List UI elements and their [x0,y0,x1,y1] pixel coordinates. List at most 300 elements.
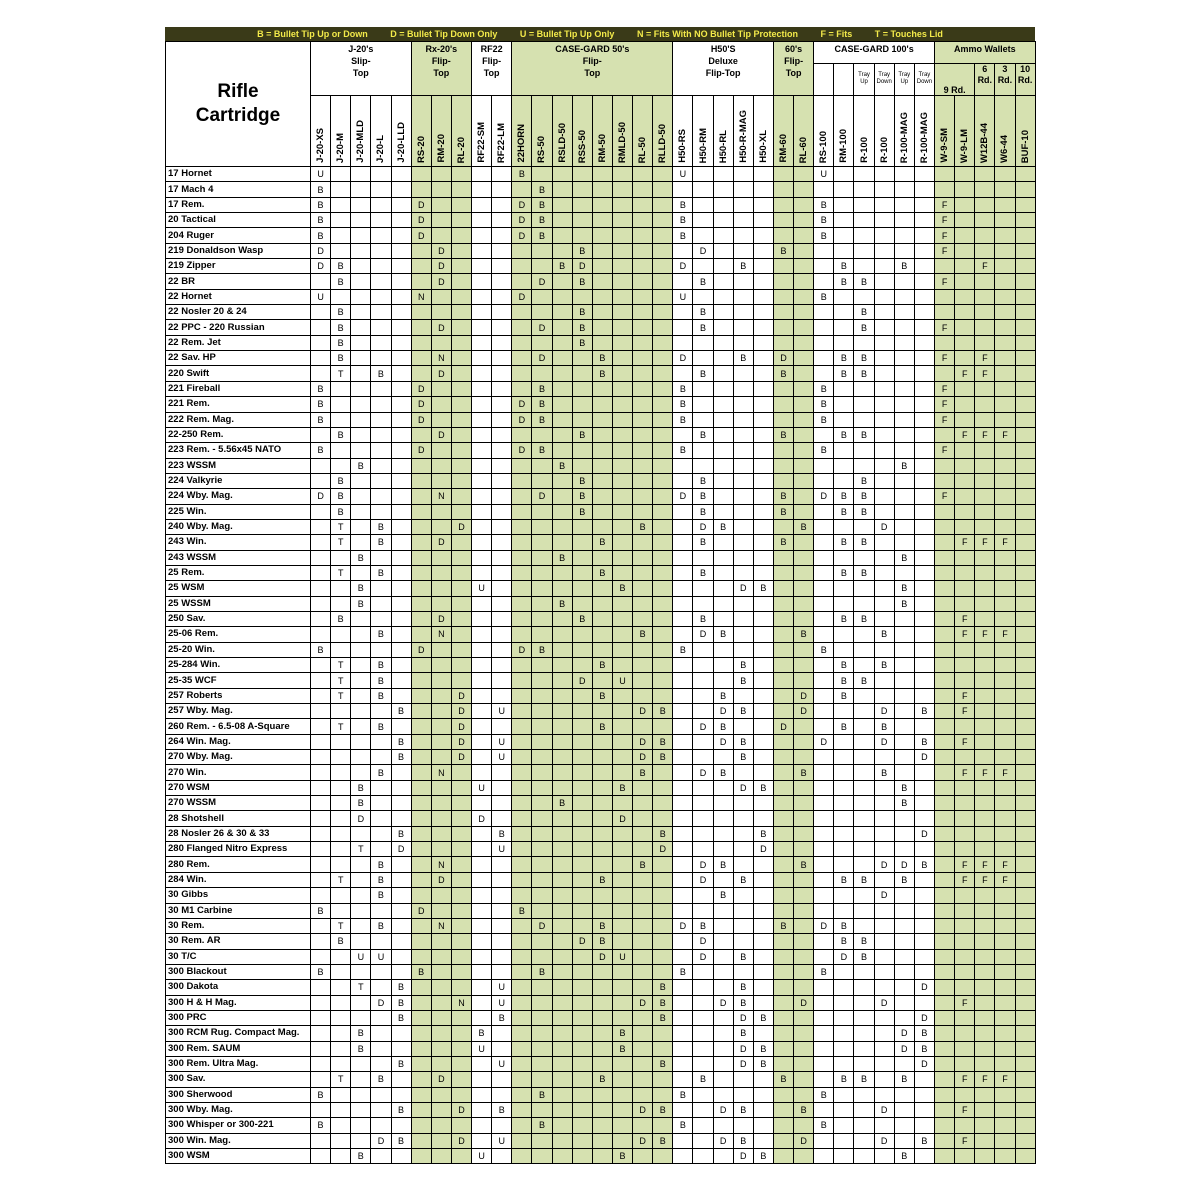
fit-cell [431,964,451,979]
fit-cell [311,305,331,320]
fit-cell: F [935,243,955,258]
fit-cell [794,550,814,565]
fit-cell [391,473,411,488]
fit-cell: D [633,750,653,765]
fit-cell [451,167,471,182]
cartridge-name: 300 Sherwood [166,1087,311,1102]
fit-cell: F [935,397,955,412]
fit-cell [472,1072,492,1087]
fit-cell [914,796,934,811]
fit-cell: D [572,673,592,688]
fit-cell [773,381,793,396]
fit-cell [713,918,733,933]
fit-cell [431,642,451,657]
fit-cell [975,1149,995,1164]
fit-cell [532,550,552,565]
fit-cell [975,320,995,335]
fit-cell [492,320,512,335]
fit-cell [995,197,1015,212]
fit-cell [492,412,512,427]
column-header [753,96,773,167]
column-header-label: RLLD-50 [657,123,669,163]
cartridge-name: 30 Rem. [166,918,311,933]
fit-cell [512,565,532,580]
fit-cell [834,627,854,642]
fit-cell [955,780,975,795]
fit-cell [572,197,592,212]
fit-cell [411,519,431,534]
fit-cell [472,412,492,427]
fit-cell: D [512,213,532,228]
fit-cell [532,780,552,795]
cartridge-name: 30 Gibbs [166,888,311,903]
fit-cell [894,688,914,703]
fit-cell [894,197,914,212]
fit-cell: B [572,243,592,258]
fit-cell [773,550,793,565]
fit-cell: B [693,565,713,580]
fit-cell [914,182,934,197]
fit-cell [391,857,411,872]
fit-cell: D [693,857,713,872]
cartridge-name: 22 PPC - 220 Russian [166,320,311,335]
fit-cell [975,826,995,841]
fit-cell [431,1133,451,1148]
fit-cell: B [633,627,653,642]
fit-cell [773,980,793,995]
fit-cell: B [391,750,411,765]
fit-cell [532,535,552,550]
fit-cell: B [512,903,532,918]
fit-cell [914,381,934,396]
fit-cell [995,1149,1015,1164]
fit-cell [371,197,391,212]
fit-cell [512,980,532,995]
fit-cell [914,397,934,412]
fit-cell [713,243,733,258]
fit-cell [371,458,391,473]
fit-cell [512,719,532,734]
fit-cell [472,167,492,182]
fit-cell [532,796,552,811]
fit-cell [673,719,693,734]
fit-cell [834,1041,854,1056]
fit-cell [794,826,814,841]
fit-cell: D [753,842,773,857]
cartridge-table [165,41,1036,1164]
fit-cell: B [371,872,391,887]
fit-cell [773,995,793,1010]
fit-cell [975,842,995,857]
fit-cell [935,704,955,719]
fit-cell: F [935,228,955,243]
fit-cell [472,427,492,442]
fit-cell [612,473,632,488]
fit-cell [794,243,814,258]
fit-cell [311,627,331,642]
fit-cell [753,596,773,611]
fit-cell [955,1149,975,1164]
table-row [166,611,1036,626]
fit-cell: D [512,289,532,304]
fit-cell [391,335,411,350]
fit-cell: B [311,1087,331,1102]
fit-cell: D [914,826,934,841]
fit-cell [512,780,532,795]
fit-cell [472,995,492,1010]
fit-cell [472,857,492,872]
fit-cell: N [431,627,451,642]
fit-cell [713,581,733,596]
fit-cell: D [894,1026,914,1041]
column-header-label: J-20-LLD [395,122,407,163]
fit-cell: B [733,750,753,765]
fit-cell: D [411,397,431,412]
fit-cell [311,1041,331,1056]
fit-cell [311,704,331,719]
fit-cell [854,550,874,565]
fit-cell [612,381,632,396]
fit-cell: D [451,734,471,749]
fit-cell [331,412,351,427]
fit-cell [411,673,431,688]
fit-cell [874,274,894,289]
fit-cell [995,995,1015,1010]
fit-cell [512,182,532,197]
fit-cell [351,182,371,197]
fit-cell: B [391,995,411,1010]
table-row [166,627,1036,642]
fit-cell [552,964,572,979]
fit-cell: B [834,934,854,949]
fit-cell [733,397,753,412]
fit-cell: B [592,535,612,550]
fit-cell [633,1072,653,1087]
fit-cell [914,658,934,673]
fit-cell [633,397,653,412]
fit-cell: U [673,167,693,182]
round-count-label: 10 Rd. [1015,63,1035,95]
fit-cell [331,397,351,412]
fit-cell [351,565,371,580]
fit-cell [371,750,391,765]
fit-cell [955,489,975,504]
fit-cell: B [592,366,612,381]
fit-cell [834,734,854,749]
fit-cell [894,381,914,396]
fit-cell [834,1026,854,1041]
fit-cell: F [955,734,975,749]
fit-cell [814,719,834,734]
fit-cell [713,305,733,320]
fit-cell [814,627,834,642]
fit-cell [995,565,1015,580]
fit-cell [1015,734,1035,749]
column-header [431,96,451,167]
fit-cell [935,1149,955,1164]
fit-cell: D [532,274,552,289]
fit-cell [512,964,532,979]
fit-cell [411,1041,431,1056]
fit-cell [592,980,612,995]
fit-cell: B [693,489,713,504]
fit-cell: B [673,964,693,979]
fit-cell [995,443,1015,458]
fit-cell [391,274,411,289]
fit-cell [814,351,834,366]
fit-cell [834,796,854,811]
fit-cell [612,182,632,197]
fit-cell [914,213,934,228]
fit-cell [673,765,693,780]
fit-cell [572,658,592,673]
fit-cell [794,596,814,611]
fit-cell [834,1102,854,1117]
table-row [166,228,1036,243]
fit-cell [874,596,894,611]
fit-cell [935,611,955,626]
cartridge-name: 280 Rem. [166,857,311,872]
table-row [166,780,1036,795]
fit-cell [733,719,753,734]
fit-cell [371,489,391,504]
fit-cell [431,842,451,857]
fit-cell [794,1072,814,1087]
fit-cell [431,412,451,427]
fit-cell [834,443,854,458]
fit-cell [995,182,1015,197]
column-header-label: W-9-LM [959,128,971,163]
fit-cell [673,627,693,642]
fit-cell [975,918,995,933]
fit-cell: B [673,642,693,657]
cartridge-name: 25-06 Rem. [166,627,311,642]
fit-cell [935,826,955,841]
fit-cell [633,167,653,182]
fit-cell [733,565,753,580]
fit-cell [773,197,793,212]
fit-cell: T [351,842,371,857]
fit-cell [311,565,331,580]
fit-cell [753,627,773,642]
fit-cell [955,351,975,366]
fit-cell [753,1118,773,1133]
fit-cell [472,381,492,396]
fit-cell [995,305,1015,320]
fit-cell [874,381,894,396]
fit-cell [492,611,512,626]
fit-cell: D [794,704,814,719]
fit-cell [331,381,351,396]
fit-cell [451,381,471,396]
fit-cell [411,627,431,642]
fit-cell [492,780,512,795]
cartridge-name: 30 Rem. AR [166,934,311,949]
fit-cell [834,765,854,780]
cartridge-name: 270 WSM [166,780,311,795]
fit-cell [794,473,814,488]
fit-cell [814,842,834,857]
fit-cell [955,719,975,734]
fit-cell [612,289,632,304]
fit-cell [753,934,773,949]
fit-cell [371,1010,391,1025]
fit-cell [693,1056,713,1071]
fit-cell [512,458,532,473]
table-row [166,289,1036,304]
fit-cell [451,673,471,688]
fit-cell [773,1010,793,1025]
fit-cell [612,397,632,412]
fit-cell [834,335,854,350]
fit-cell [794,458,814,473]
fit-cell [935,872,955,887]
fit-cell [592,842,612,857]
fit-cell [431,949,451,964]
fit-cell [794,842,814,857]
fit-cell [532,719,552,734]
fit-cell [532,366,552,381]
fit-cell [955,964,975,979]
fit-cell [552,780,572,795]
fit-cell: B [592,565,612,580]
fit-cell [391,519,411,534]
fit-cell [814,811,834,826]
tray-label [834,63,854,95]
fit-cell: B [814,213,834,228]
fit-cell [975,213,995,228]
fit-cell [633,903,653,918]
fit-cell [532,1056,552,1071]
fit-cell [331,1041,351,1056]
fit-cell [975,704,995,719]
fit-cell [331,964,351,979]
fit-cell [1015,305,1035,320]
fit-cell [633,964,653,979]
fit-cell [854,1056,874,1071]
table-row [166,182,1036,197]
fit-cell [411,750,431,765]
fit-cell [492,796,512,811]
cartridge-name: 264 Win. Mag. [166,734,311,749]
fit-cell [935,1010,955,1025]
fit-cell: B [331,305,351,320]
fit-cell [814,688,834,703]
fit-cell [854,458,874,473]
fit-cell [733,1072,753,1087]
fit-cell [753,228,773,243]
fit-cell [874,1149,894,1164]
fit-cell [713,473,733,488]
fit-cell: F [975,872,995,887]
fit-cell: B [894,458,914,473]
fit-cell: B [311,381,331,396]
fit-cell: B [371,627,391,642]
fit-cell: D [794,688,814,703]
fit-cell [834,289,854,304]
column-header [995,96,1015,167]
fit-cell [311,780,331,795]
fit-cell [391,504,411,519]
fit-cell [451,934,471,949]
fit-cell: B [693,305,713,320]
page-title: Rifle Cartridge [166,42,311,167]
fit-cell: F [975,765,995,780]
fit-cell: D [633,1133,653,1148]
fit-cell [794,796,814,811]
cartridge-name: 243 WSSM [166,550,311,565]
fit-cell [834,780,854,795]
fit-cell [673,796,693,811]
fit-cell [451,274,471,289]
fit-cell [794,320,814,335]
fit-cell: D [351,811,371,826]
fit-cell: B [814,228,834,243]
fit-cell [894,1087,914,1102]
fit-cell [391,719,411,734]
fit-cell [431,550,451,565]
column-header-label: W6-44 [999,135,1011,163]
fit-cell [834,197,854,212]
fit-cell [794,197,814,212]
fit-cell: U [472,780,492,795]
fit-cell [975,949,995,964]
fit-cell [1015,1102,1035,1117]
fit-cell: F [995,765,1015,780]
fit-cell [612,980,632,995]
fit-cell [492,182,512,197]
fit-cell [995,842,1015,857]
fit-cell [773,688,793,703]
fit-cell [592,888,612,903]
fit-cell [874,259,894,274]
fit-cell [512,872,532,887]
fit-cell [914,688,934,703]
fit-cell [753,565,773,580]
fit-cell [451,335,471,350]
fit-cell [592,443,612,458]
fit-cell: D [512,412,532,427]
fit-cell [311,658,331,673]
fit-cell: D [532,489,552,504]
fit-cell [955,918,975,933]
fit-cell [914,995,934,1010]
fit-cell [673,811,693,826]
fit-cell [572,351,592,366]
fit-cell: D [411,903,431,918]
fit-cell [935,964,955,979]
table-row [166,519,1036,534]
fit-cell [512,351,532,366]
column-header [371,96,391,167]
fit-cell: B [351,581,371,596]
column-header-label: RSLD-50 [556,123,568,163]
fit-cell [391,443,411,458]
fit-cell [854,658,874,673]
fit-cell [773,335,793,350]
fit-cell [914,1102,934,1117]
fit-cell: N [431,918,451,933]
fit-cell [955,167,975,182]
fit-cell [794,872,814,887]
fit-cell: T [331,688,351,703]
fit-cell [894,811,914,826]
fit-cell [653,182,673,197]
fit-cell [653,489,673,504]
fit-cell [451,351,471,366]
fit-cell [592,642,612,657]
fit-cell [612,519,632,534]
